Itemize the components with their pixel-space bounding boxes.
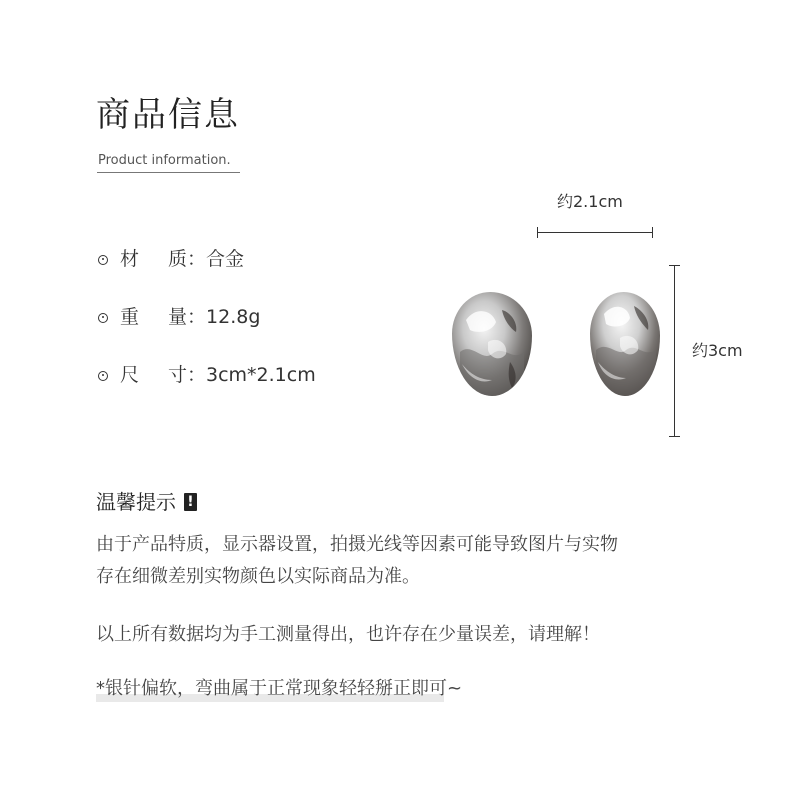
height-line: [674, 265, 675, 437]
page-subtitle: Product information.: [98, 153, 231, 168]
spec-label-first: 材: [120, 248, 140, 270]
width-label: 约2.1cm: [557, 192, 623, 211]
earring-right-image: [590, 292, 660, 396]
notice-title-text: 温馨提示: [96, 490, 176, 514]
notice-line-3: 以上所有数据均为手工测量得出，也许存在少量误差，请理解！: [96, 624, 600, 645]
spec-weight: [98, 308, 260, 327]
height-tick-top: [669, 265, 680, 266]
notice-line-1: 由于产品特质，显示器设置，拍摄光线等因素可能导致图片与实物: [96, 534, 618, 555]
spec-label-first: 重: [120, 306, 140, 328]
spec-value: 3cm*2.1cm: [206, 364, 316, 386]
spec-label-second: 寸：: [168, 364, 207, 386]
exclamation-icon: !: [184, 493, 197, 511]
spec-size: [98, 366, 316, 385]
spec-label-second: 量：: [168, 306, 207, 328]
spec-value: 合金: [206, 248, 245, 270]
spec-value: 12.8g: [206, 306, 261, 328]
notice-line-2: 存在细微差别实物颜色以实际商品为准。: [96, 566, 420, 587]
spec-label-first: 尺: [120, 364, 140, 386]
spec-material: [98, 250, 244, 269]
spec-label-second: 质：: [168, 248, 207, 270]
height-tick-bottom: [669, 436, 680, 437]
earring-left-image: [452, 292, 532, 396]
height-label: 约3cm: [692, 341, 743, 360]
bullet-icon: [98, 371, 108, 381]
bullet-icon: [98, 255, 108, 265]
page-title: 商品信息: [96, 95, 240, 135]
width-tick-right: [652, 227, 653, 238]
width-tick-left: [537, 227, 538, 238]
width-line: [537, 232, 653, 233]
notice-title: [96, 492, 197, 512]
notice-footnote: *银针偏软，弯曲属于正常现象轻轻掰正即可~: [96, 678, 463, 699]
bullet-icon: [98, 313, 108, 323]
subtitle-underline: [97, 172, 240, 173]
